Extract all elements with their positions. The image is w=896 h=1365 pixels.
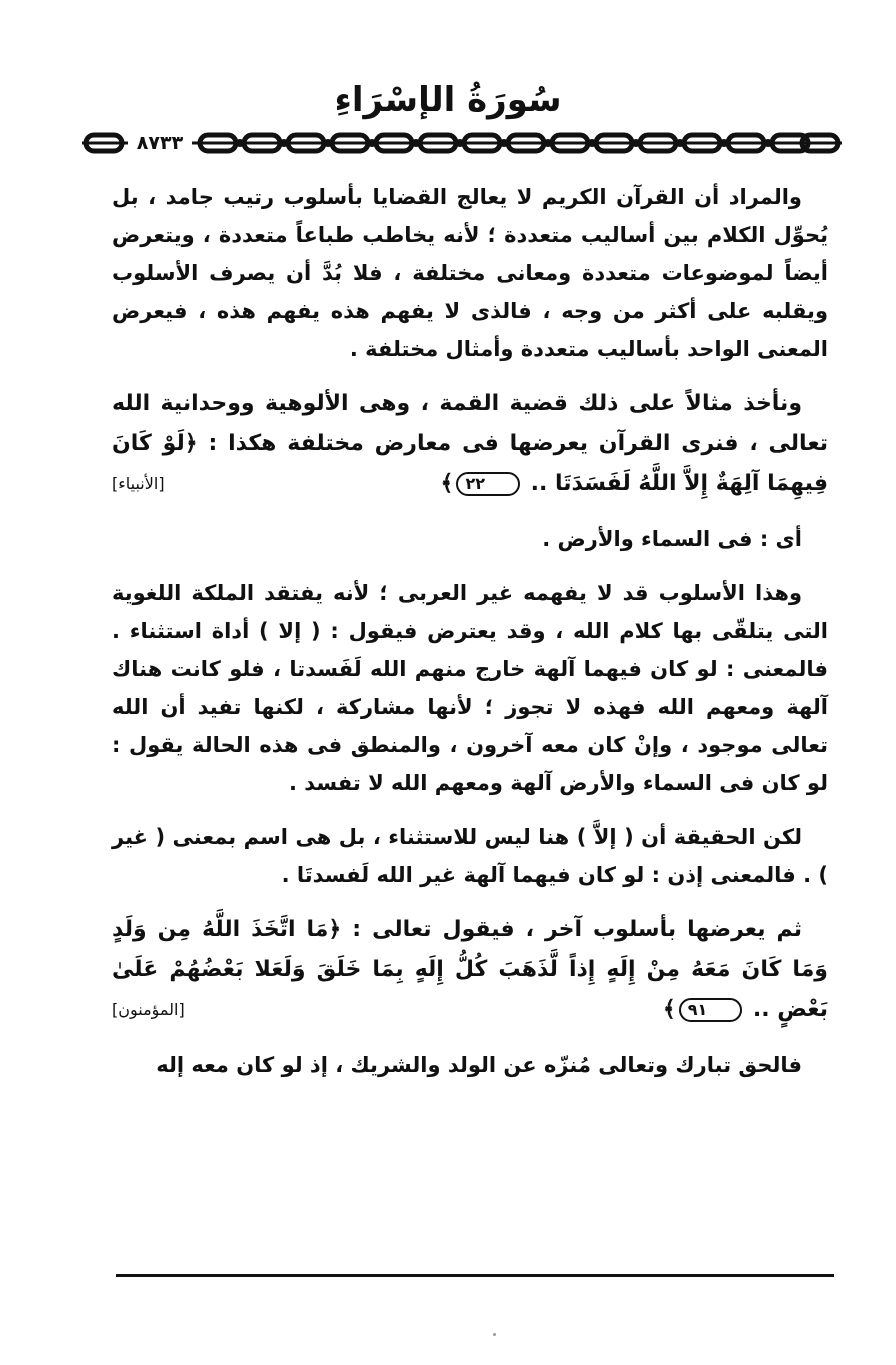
verse-2-text: مَا اتَّخَذَ اللَّهُ مِن وَلَدٍ وَمَا كَانَ مَعَهُ مِنْ إِلَهٍ إِذاً لَّذَهَبَ كُلُّ إِلَهٍ بِمَا خَلَقَ وَلَعَلا بَعْضُهُمْ عَلَىٰ بَعْضٍ ..	[112, 917, 828, 1022]
verse-1-number: ٢٢	[456, 472, 520, 496]
verse-1-text: لَوْ كَانَ فِيهِمَا آلِهَةٌ إِلاَّ اللَّهُ لَفَسَدَتَا ..	[112, 431, 828, 496]
paragraph-5: لكن الحقيقة أن ( إلاَّ ) هنا ليس للاستثناء ، بل هى اسم بمعنى ( غير ) . فالمعنى إذن : لو كان فيهما آلهة غير الله لَفسدتَا .	[112, 825, 828, 887]
paragraph-3: أى : فى السماء والأرض .	[542, 527, 802, 551]
paragraph-7: فالحق تبارك وتعالى مُنزّه عن الولد والشريك ، إذ لو كان معه إله	[156, 1053, 802, 1077]
paragraph-1: والمراد أن القرآن الكريم لا يعالج القضايا بأسلوب رتيب جامد ، بل يُحوِّل الكلام بين أساليب متعددة ؛ لأنه يخاطب طباعاً متعددة ، ويتعرض أيضاً لموضوعات متعددة ومعانى مختلفة ، فلا بُدَّ أن يصرف الأسلوب ويقلبه على أكثر من وجه ، فالذى لا يفهم هذه يفهم هذه ، فيعرض المعنى الواحد بأساليب متعددة وأمثال مختلفة .	[112, 185, 828, 361]
surah-title: سُورَةُ الإسْرَاءِ	[334, 80, 562, 120]
body-text	[112, 178, 828, 1100]
paragraph-2-text: ونأخذ مثالاً على ذلك قضية القمة ، وهى الألوهية ووحدانية الله تعالى ، فنرى القرآن يعرضها فى معارض مختلفة هكذا :	[112, 391, 829, 456]
paragraph-2	[112, 384, 828, 504]
verse-2-surah-reference: [المؤمنون]	[112, 1000, 185, 1019]
verse-close-bracket: ﴾	[440, 471, 454, 496]
footer-rule	[116, 1274, 834, 1277]
page-number: ٨٧٣٣	[128, 131, 192, 155]
verse-open-bracket: ﴿	[328, 917, 342, 942]
verse-2-number: ٩١	[679, 998, 743, 1022]
paragraph-6-text: ثم يعرضها بأسلوب آخر ، فيقول تعالى :	[352, 917, 802, 942]
scan-speck	[493, 1333, 496, 1336]
header-ornament-chain	[82, 128, 842, 158]
paragraph-4: وهذا الأسلوب قد لا يفهمه غير العربى ؛ لأنه يفتقد الملكة اللغوية التى يتلقّى بها كلام الله ، وقد يعترض فيقول : ( إلا ) أداة استثناء . فالمعنى : لو كان فيهما آلهة خارج منهم الله لَفَسدتا ، فلو كانت هناك آلهة ومعهم الله فهذه لا تجوز ؛ لأنها مشاركة ، لكنها تفيد أن الله تعالى موجود ، وإنْ كان معه آخرون ، والمنطق فى هذه الحالة يقول : لو كان فى السماء والأرض آلهة ومعهم الله لا تفسد .	[112, 581, 828, 795]
verse-open-bracket: ﴿	[184, 431, 198, 456]
verse-1-surah-reference: [الأنبياء]	[112, 474, 165, 493]
verse-close-bracket: ﴾	[662, 997, 676, 1022]
paragraph-6	[112, 910, 828, 1030]
